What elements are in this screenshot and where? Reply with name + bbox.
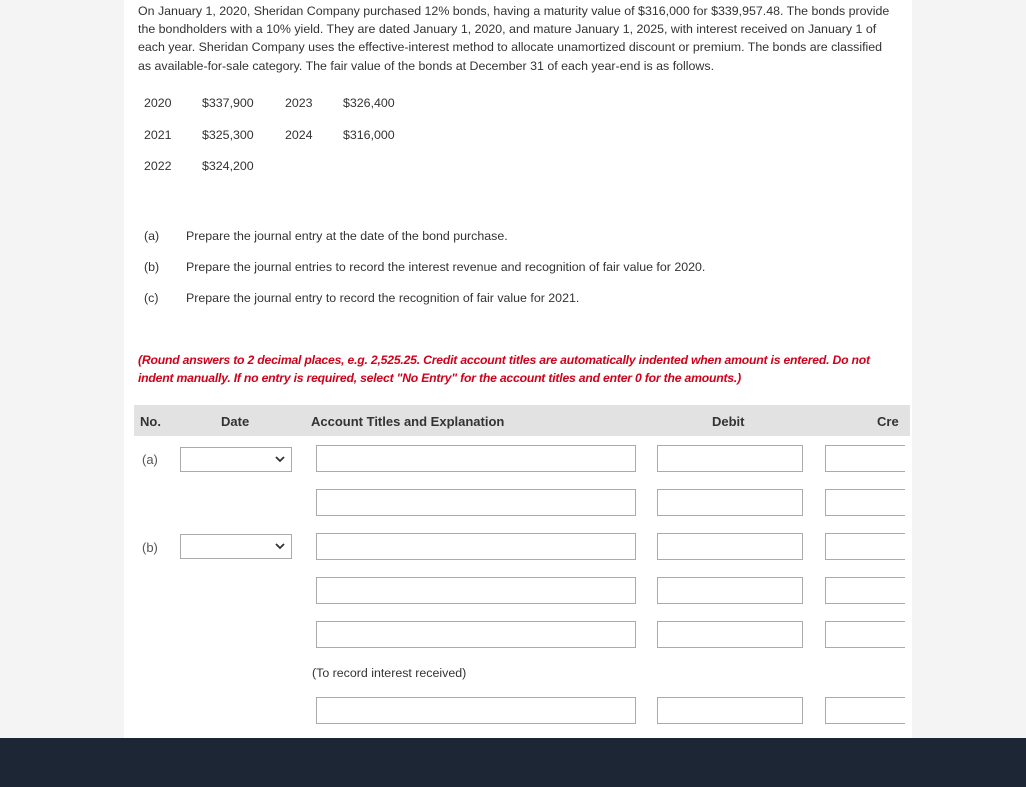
entry-number: (b) xyxy=(142,540,158,555)
header-date: Date xyxy=(221,414,250,429)
chevron-down-icon xyxy=(275,452,285,466)
header-account: Account Titles and Explanation xyxy=(311,414,505,429)
problem-statement: On January 1, 2020, Sheridan Company purchased 12% bonds, having a maturity value of $316,000 for $339,957.48. The bonds provide the bondholders with a 10% yield. They are dated January 1, 2020, and mature January 1, 2025, with interest received on January 1 of each year. Sheridan Company uses the effective-interest method to allocate unamortized discount or premium. The bonds are classified as available-for-sale category. The fair value of the bonds at December 31 of each year-end is as follows. xyxy=(138,4,890,73)
fair-value-year: 2023 xyxy=(285,96,313,110)
credit-input[interactable] xyxy=(825,489,905,516)
account-title-input[interactable] xyxy=(316,445,636,472)
date-select[interactable] xyxy=(180,534,292,559)
part-label: (a) xyxy=(144,229,160,243)
debit-input[interactable] xyxy=(657,621,803,648)
credit-input[interactable] xyxy=(825,533,905,560)
date-select[interactable] xyxy=(180,447,292,472)
fair-value-amount: $325,300 xyxy=(202,128,254,142)
header-credit: Cre xyxy=(877,414,899,429)
fair-value-year: 2022 xyxy=(144,159,172,173)
debit-input[interactable] xyxy=(657,697,803,724)
credit-input[interactable] xyxy=(825,697,905,724)
header-debit: Debit xyxy=(712,414,745,429)
chevron-down-icon xyxy=(275,539,285,553)
question-panel xyxy=(124,0,912,738)
debit-input[interactable] xyxy=(657,533,803,560)
part-label: (c) xyxy=(144,291,159,305)
fair-value-year: 2021 xyxy=(144,128,172,142)
fair-value-amount: $337,900 xyxy=(202,96,254,110)
footer-bar xyxy=(0,738,1026,787)
account-title-input[interactable] xyxy=(316,697,636,724)
fair-value-amount: $316,000 xyxy=(343,128,395,142)
fair-value-amount: $324,200 xyxy=(202,159,254,173)
account-title-input[interactable] xyxy=(316,621,636,648)
entry-number: (a) xyxy=(142,452,158,467)
debit-input[interactable] xyxy=(657,445,803,472)
rounding-instructions: (Round answers to 2 decimal places, e.g. 2,525.25. Credit account titles are automatically indented when amount is entered. Do not indent manually. If no entry is required, select "No Entry" for the account titles and enter 0 for the amounts.) xyxy=(138,353,870,386)
credit-input[interactable] xyxy=(825,577,905,604)
fair-value-year: 2020 xyxy=(144,96,172,110)
part-text: Prepare the journal entry at the date of the bond purchase. xyxy=(186,229,508,243)
part-text: Prepare the journal entries to record the interest revenue and recognition of fair value for 2020. xyxy=(186,260,706,274)
part-text: Prepare the journal entry to record the recognition of fair value for 2021. xyxy=(186,291,580,305)
entry-explanation: (To record interest received) xyxy=(312,666,467,680)
header-no: No. xyxy=(140,414,161,429)
account-title-input[interactable] xyxy=(316,489,636,516)
fair-value-year: 2024 xyxy=(285,128,313,142)
account-title-input[interactable] xyxy=(316,533,636,560)
credit-input[interactable] xyxy=(825,445,905,472)
part-label: (b) xyxy=(144,260,160,274)
account-title-input[interactable] xyxy=(316,577,636,604)
fair-value-amount: $326,400 xyxy=(343,96,395,110)
credit-input[interactable] xyxy=(825,621,905,648)
journal-table-header xyxy=(134,405,910,436)
debit-input[interactable] xyxy=(657,577,803,604)
debit-input[interactable] xyxy=(657,489,803,516)
